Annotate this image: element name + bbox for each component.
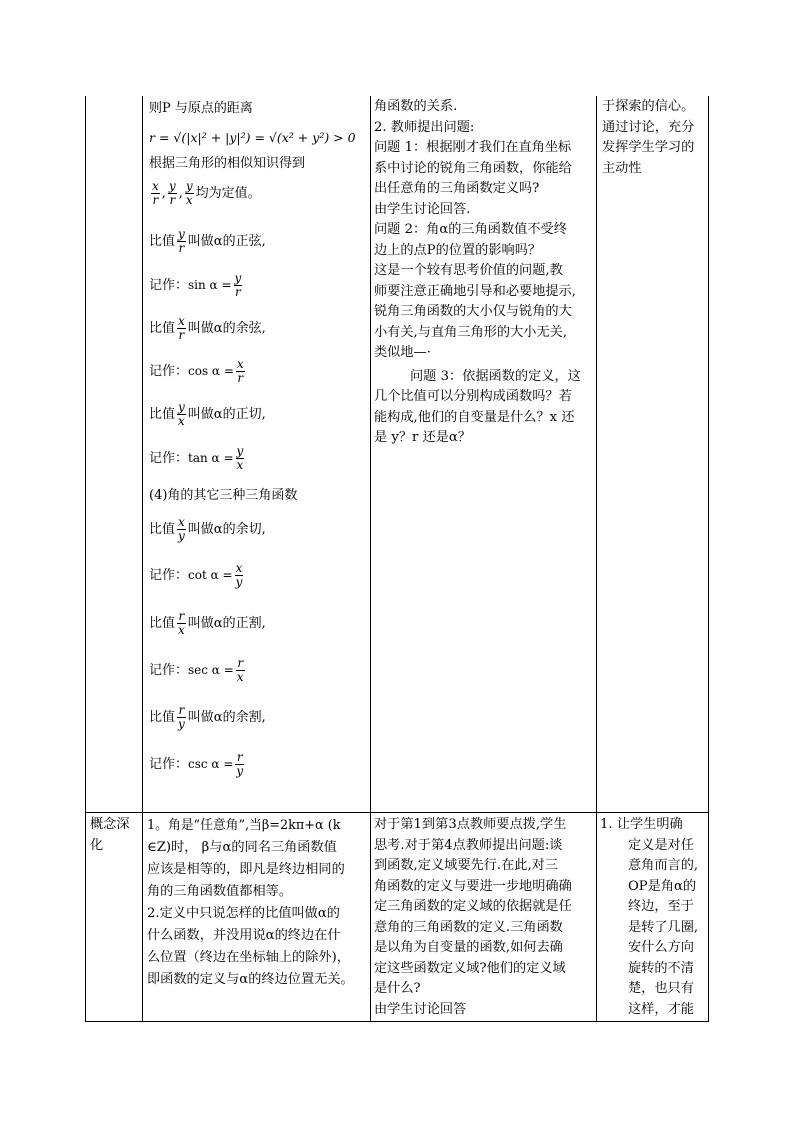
ratio-x-over-r: $\frac{x}{r}$ bbox=[152, 179, 159, 207]
text-line: 安什么方向 bbox=[628, 940, 694, 955]
text-line: 主动性 bbox=[602, 160, 642, 176]
stage-label: 概念深 bbox=[90, 817, 130, 832]
text-line: 问题 1：根据刚才我们在直角坐标 bbox=[374, 140, 572, 155]
design-intent-cell bbox=[602, 97, 707, 179]
r-formula: r = √(|x|² + |y|²) = √(x² + y²) > 0 bbox=[149, 130, 356, 145]
text-line: 思考.对于第4点教师提出问题:谈 bbox=[374, 837, 563, 853]
text-line: 什么函数，并没用说α的终边在什 bbox=[147, 928, 341, 943]
cosine-definition: 比值 $\frac{x}{r}$ 叫做α的余弦, bbox=[149, 314, 266, 342]
table-divider-1 bbox=[142, 96, 143, 1022]
text-line: 1。角是“任意角”,当β=2kπ+α (k bbox=[147, 818, 341, 833]
tangent-notation: 记作：tan α = $\frac{y}{x}$ bbox=[149, 444, 244, 472]
text-line: 是以角为自变量的函数,如何去确 bbox=[374, 940, 563, 955]
text-line: 问题 2：角α的三角函数值不受终 bbox=[374, 222, 567, 237]
text-line: 发挥学生学习的 bbox=[602, 140, 695, 155]
secant-definition: 比值 $\frac{r}{x}$ 叫做α的正割, bbox=[149, 609, 266, 637]
text-line: 到函数,定义域要先行.在此,对三 bbox=[374, 858, 559, 873]
text-line: 对于第1到第3点教师要点拨,学生 bbox=[374, 817, 567, 832]
text-line: 是什么? bbox=[374, 981, 421, 996]
text-line: 类似地—· bbox=[374, 345, 431, 360]
table-divider-3 bbox=[596, 96, 597, 1022]
stage-label-cell bbox=[90, 815, 142, 856]
definitions-cell bbox=[147, 96, 369, 811]
text-line: 终边，至于 bbox=[628, 899, 694, 914]
tangent-definition: 比值 $\frac{y}{x}$ 叫做α的正切, bbox=[149, 400, 266, 428]
table-row-divider bbox=[85, 812, 709, 813]
similar-triangles-text: 根据三角形的相似知识得到 bbox=[149, 156, 306, 171]
text-line: 定这些函数定义域?他们的定义域 bbox=[374, 960, 566, 976]
distance-intro: 则P 与原点的距离 bbox=[149, 101, 253, 116]
teacher-guidance-cell bbox=[374, 815, 595, 1020]
text-line: 2.定义中只说怎样的比值叫做α的 bbox=[147, 906, 340, 921]
cotangent-notation: 记作：cot α = $\frac{x}{y}$ bbox=[149, 561, 243, 589]
text-line: 角的三角函数值都相等。 bbox=[147, 884, 293, 899]
text-line: 1. 让学生明确 bbox=[600, 817, 683, 832]
text-line: 么位置（终边在坐标轴上的除外)， bbox=[147, 950, 350, 965]
text-line: 边上的点P的位置的影响吗？ bbox=[374, 242, 542, 258]
stage-label: 化 bbox=[90, 837, 104, 853]
table-border-right bbox=[708, 96, 709, 1022]
sine-definition: 比值 $\frac{y}{r}$ 叫做α的正弦, bbox=[149, 227, 266, 255]
text-line: 意角的三角函数的定义.三角函数 bbox=[374, 919, 563, 935]
table-divider-2 bbox=[370, 96, 371, 1022]
teacher-questions-cell bbox=[374, 97, 595, 449]
text-line: 2. 教师提出问题: bbox=[374, 119, 475, 135]
ratios-line: $\frac{x}{r}$ , $\frac{y}{r}$ , $\frac{y}{x}$ 均为定值。 bbox=[152, 179, 261, 207]
text-line: 即函数的定义与α的终边位置无关。 bbox=[147, 972, 354, 987]
text-line: 是 y？r 还是α？ bbox=[374, 430, 471, 445]
text-line: 楚，也只有 bbox=[628, 981, 694, 996]
text-line: 应该是相等的，即凡是终边相同的 bbox=[147, 862, 345, 877]
text-line: 小有关,与直角三角形的大小无关, bbox=[374, 324, 568, 340]
cosecant-notation: 记作：csc α = $\frac{r}{y}$ bbox=[149, 750, 244, 778]
text-line: 能构成,他们的自变量是什么？x 还 bbox=[374, 409, 575, 425]
text-line: 角函数的关系. bbox=[374, 99, 458, 114]
ratio-y-over-x: $\frac{y}{x}$ bbox=[185, 179, 193, 207]
concept-deepening-cell bbox=[147, 815, 369, 991]
text-line: 意角而言的, bbox=[628, 858, 699, 873]
sine-notation: 记作：sin α = $\frac{y}{r}$ bbox=[149, 271, 242, 299]
other-functions-heading: (4)角的其它三种三角函数 bbox=[149, 488, 298, 503]
text-line: 由学生讨论回答. bbox=[374, 201, 471, 217]
text-line: 问题 3：依据函数的定义，这 bbox=[410, 368, 581, 384]
table-border-bottom bbox=[85, 1021, 709, 1022]
text-line: 系中讨论的锐角三角函数，你能给 bbox=[374, 160, 572, 176]
text-line: 师要注意正确地引导和必要地提示, bbox=[374, 283, 577, 299]
text-line: 出任意角的三角函数定义吗? bbox=[374, 181, 540, 196]
table-border-left bbox=[85, 96, 86, 1022]
ratios-suffix: 均为定值。 bbox=[195, 186, 261, 201]
cosecant-definition: 比值 $\frac{r}{y}$ 叫做α的余割, bbox=[149, 703, 266, 731]
text-line: 于探索的信心。 bbox=[602, 99, 695, 114]
cosine-notation: 记作：cos α = $\frac{x}{r}$ bbox=[149, 357, 244, 385]
text-line: 旋转的不清 bbox=[628, 960, 694, 976]
text-line: 定三角函数的定义域的依据就是任 bbox=[374, 899, 572, 914]
text-line: 这样，才能 bbox=[628, 1001, 694, 1017]
text-line: 是转了几圈, bbox=[628, 919, 699, 935]
text-line: 锐角三角函数的大小仅与锐角的大 bbox=[374, 304, 572, 319]
secant-notation: 记作：sec α = $\frac{r}{x}$ bbox=[149, 656, 244, 684]
text-line: 定义是对任 bbox=[628, 837, 694, 853]
text-line: 通过讨论，充分 bbox=[602, 119, 695, 135]
text-line: 几个比值可以分别构成函数吗？若 bbox=[374, 389, 572, 404]
purpose-cell bbox=[600, 815, 707, 1020]
cotangent-definition: 比值 $\frac{x}{y}$ 叫做α的余切, bbox=[149, 515, 266, 543]
text-line: 角函数的定义与要进一步地明确确 bbox=[374, 878, 572, 894]
text-line: 这是一个较有思考价值的问题,教 bbox=[374, 263, 563, 278]
text-line: 由学生讨论回答 bbox=[374, 1001, 467, 1017]
ratio-y-over-r: $\frac{y}{r}$ bbox=[168, 179, 176, 207]
text-line: ∈Z)时， β与α的同名三角函数值 bbox=[147, 840, 337, 855]
text-line: OP是角α的 bbox=[628, 878, 697, 894]
